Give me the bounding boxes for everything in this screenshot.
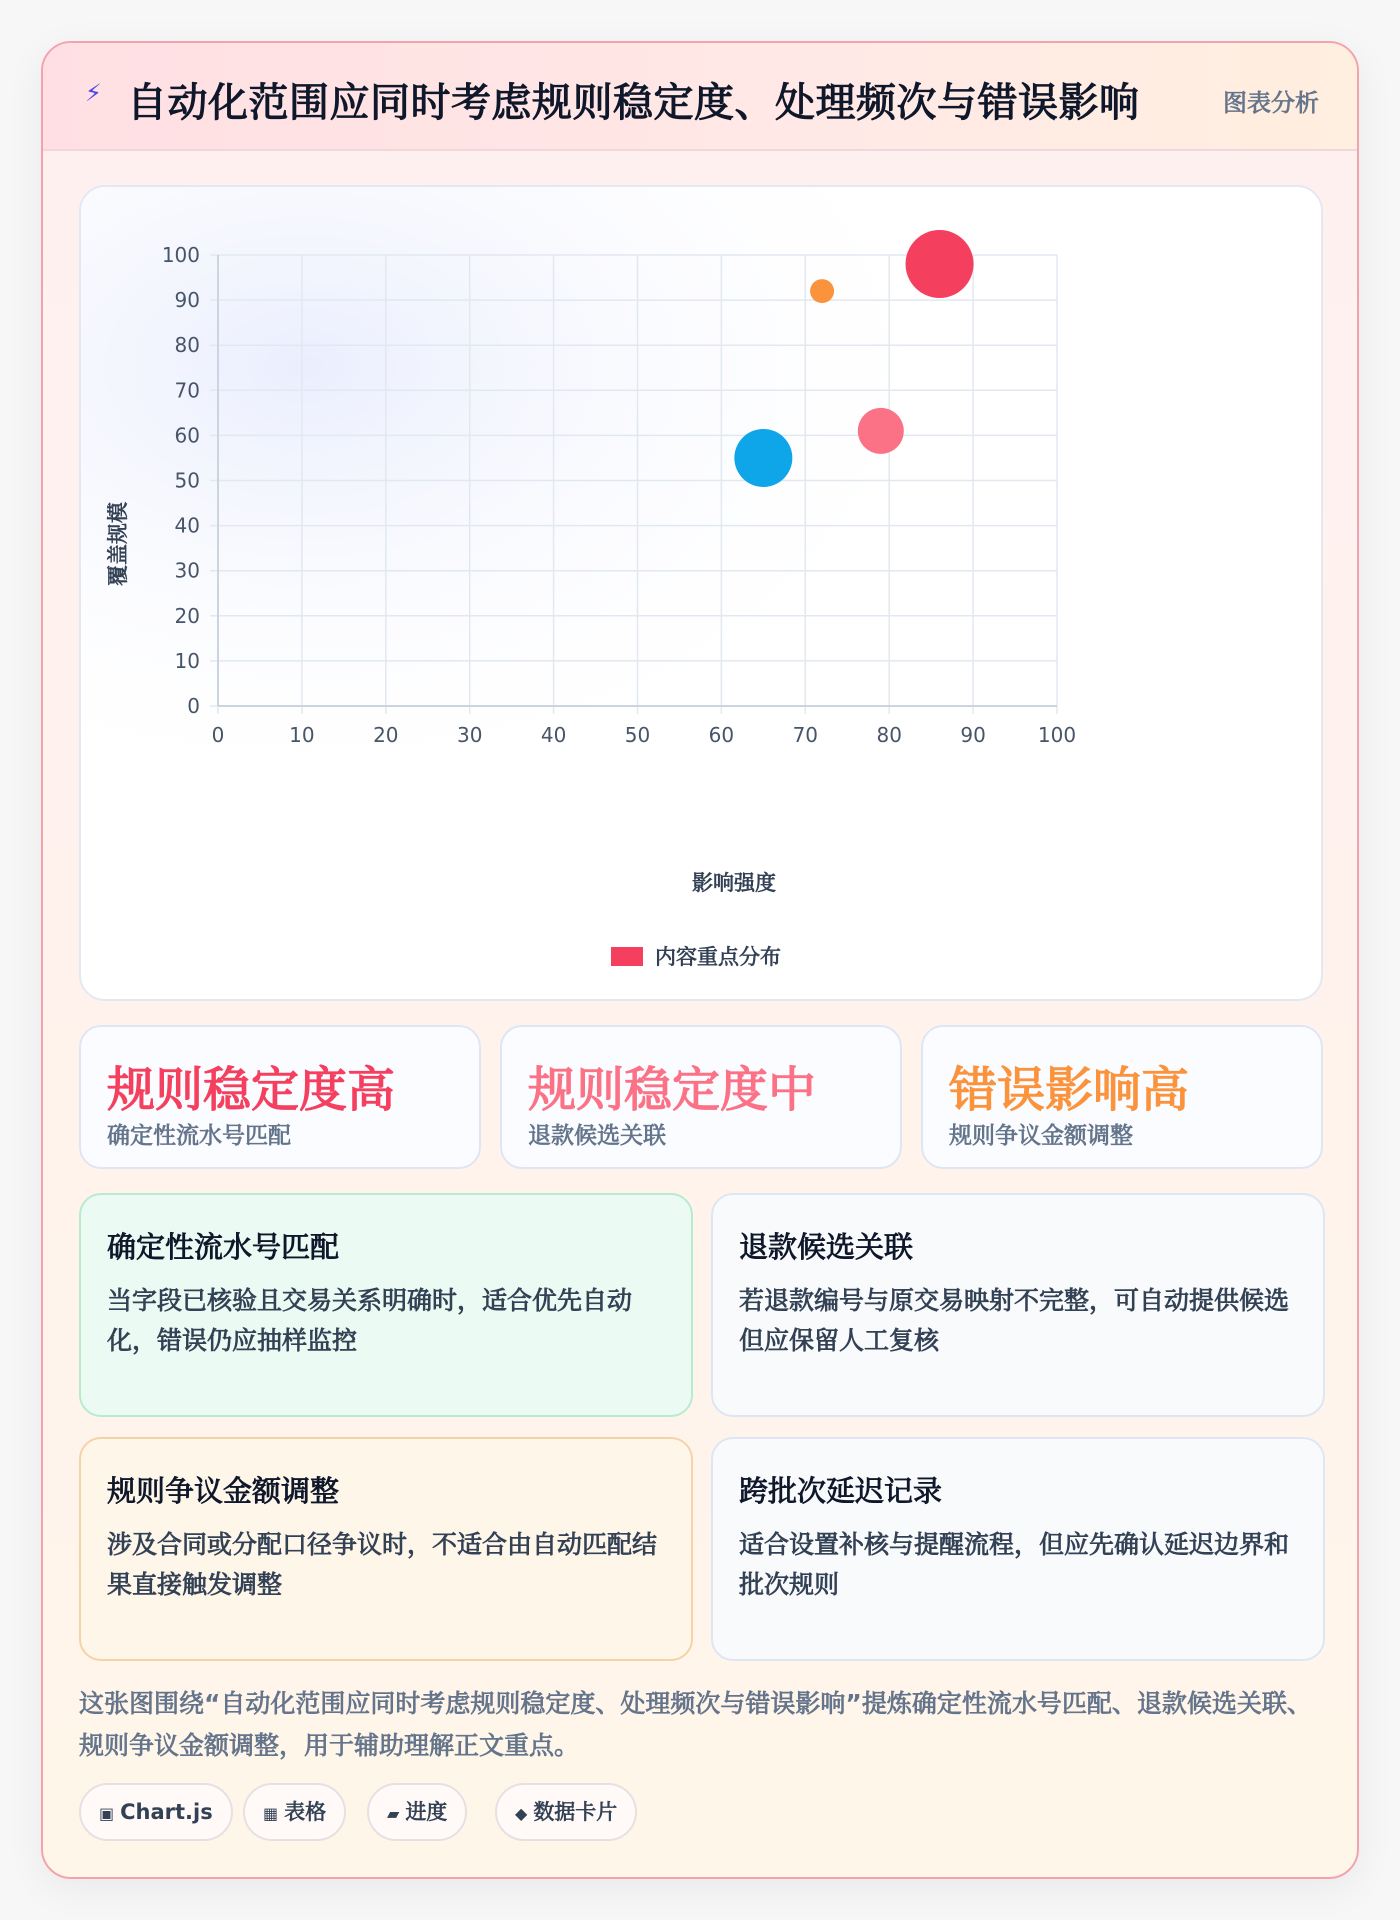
- x-tick-label: 70: [792, 723, 819, 747]
- y-tick-label: 70: [174, 378, 200, 403]
- x-tick-label: 50: [624, 723, 651, 747]
- y-tick-label: 50: [174, 468, 200, 493]
- y-tick-label: 20: [174, 603, 200, 628]
- stat-value: 规则稳定度高: [107, 1062, 396, 1118]
- x-tick-label: 20: [373, 723, 399, 747]
- chart-panel: [79, 185, 1323, 1001]
- x-tick-label: 10: [289, 723, 315, 747]
- chart-caption: 这张图围绕“自动化范围应同时考虑规则稳定度、处理频次与错误影响”提炼确定性流水号匹配、退款候选关联、规则争议金额调整，用于辅助理解正文重点。: [79, 1689, 1312, 1760]
- chip-label: 表格: [284, 1800, 327, 1824]
- note-body: 适合设置补核与提醒流程，但应先确认延迟边界和批次规则: [739, 1530, 1290, 1599]
- legend-swatch: [611, 947, 643, 966]
- y-tick-label: 10: [174, 648, 200, 673]
- chip-progress[interactable]: [367, 1783, 467, 1841]
- y-tick-label: 40: [174, 513, 200, 538]
- data-point: [734, 429, 792, 487]
- chart-icon: ▣: [99, 1804, 115, 1823]
- report-card: [41, 41, 1359, 1879]
- note-card-1: [79, 1193, 693, 1417]
- progress-icon: ▰: [387, 1804, 400, 1823]
- note-title: 退款候选关联: [739, 1230, 914, 1264]
- note-body: 若退款编号与原交易映射不完整，可自动提供候选但应保留人工复核: [739, 1286, 1290, 1355]
- note-card-2: [711, 1193, 1325, 1417]
- note-title: 确定性流水号匹配: [107, 1230, 340, 1264]
- note-card-4: [711, 1437, 1325, 1661]
- data-point: [858, 408, 904, 454]
- chip-label: 数据卡片: [533, 1800, 618, 1824]
- x-tick-label: 30: [456, 723, 483, 747]
- stat-label: 规则争议金额调整: [949, 1123, 1133, 1149]
- x-tick-label: 80: [876, 723, 902, 747]
- stat-card-3: [921, 1025, 1323, 1169]
- note-card-3: [79, 1437, 693, 1661]
- x-tick-label: 100: [1037, 723, 1077, 747]
- note-title: 跨批次延迟记录: [739, 1474, 943, 1508]
- y-tick-label: 60: [174, 423, 200, 448]
- chart-legend[interactable]: [611, 945, 781, 969]
- x-axis-label: 影响强度: [692, 871, 776, 895]
- y-tick-label: 80: [174, 333, 200, 358]
- stat-card-1: [79, 1025, 481, 1169]
- data-point: [810, 279, 834, 303]
- stat-value: 错误影响高: [949, 1062, 1190, 1118]
- stat-card-2: [500, 1025, 902, 1169]
- data-point: [906, 230, 974, 298]
- chip-label: Chart.js: [120, 1800, 213, 1824]
- table-icon: ▦: [263, 1804, 279, 1823]
- page-title: 自动化范围应同时考虑规则稳定度、处理频次与错误影响: [127, 80, 1140, 126]
- card-header: [43, 43, 1357, 151]
- bolt-icon: ⚡: [85, 79, 102, 107]
- y-axis-label: 覆盖规模: [106, 502, 130, 586]
- y-tick-label: 90: [174, 288, 200, 313]
- y-tick-label: 30: [174, 558, 200, 583]
- diamond-icon: ◆: [515, 1804, 528, 1823]
- y-tick-label: 0: [187, 694, 200, 718]
- note-body: 当字段已核验且交易关系明确时，适合优先自动化，错误仍应抽样监控: [107, 1286, 633, 1355]
- chip-label: 进度: [405, 1800, 448, 1824]
- stat-label: 退款候选关联: [528, 1123, 666, 1149]
- note-body: 涉及合同或分配口径争议时，不适合由自动匹配结果直接触发调整: [107, 1530, 658, 1599]
- stat-value: 规则稳定度中: [528, 1062, 817, 1118]
- header-tag: 图表分析: [1223, 89, 1319, 117]
- legend-label: 内容重点分布: [655, 945, 781, 969]
- y-tick-label: 100: [161, 243, 200, 267]
- x-tick-label: 60: [708, 723, 735, 747]
- stat-label: 确定性流水号匹配: [107, 1123, 291, 1149]
- bubble-chart: [81, 187, 1323, 1001]
- x-tick-label: 0: [211, 723, 225, 747]
- chip-data-card[interactable]: [495, 1783, 637, 1841]
- note-title: 规则争议金额调整: [107, 1474, 340, 1508]
- x-tick-label: 90: [960, 723, 986, 747]
- chip-table[interactable]: [243, 1783, 346, 1841]
- x-tick-label: 40: [540, 723, 567, 747]
- chip-chartjs[interactable]: [79, 1783, 233, 1841]
